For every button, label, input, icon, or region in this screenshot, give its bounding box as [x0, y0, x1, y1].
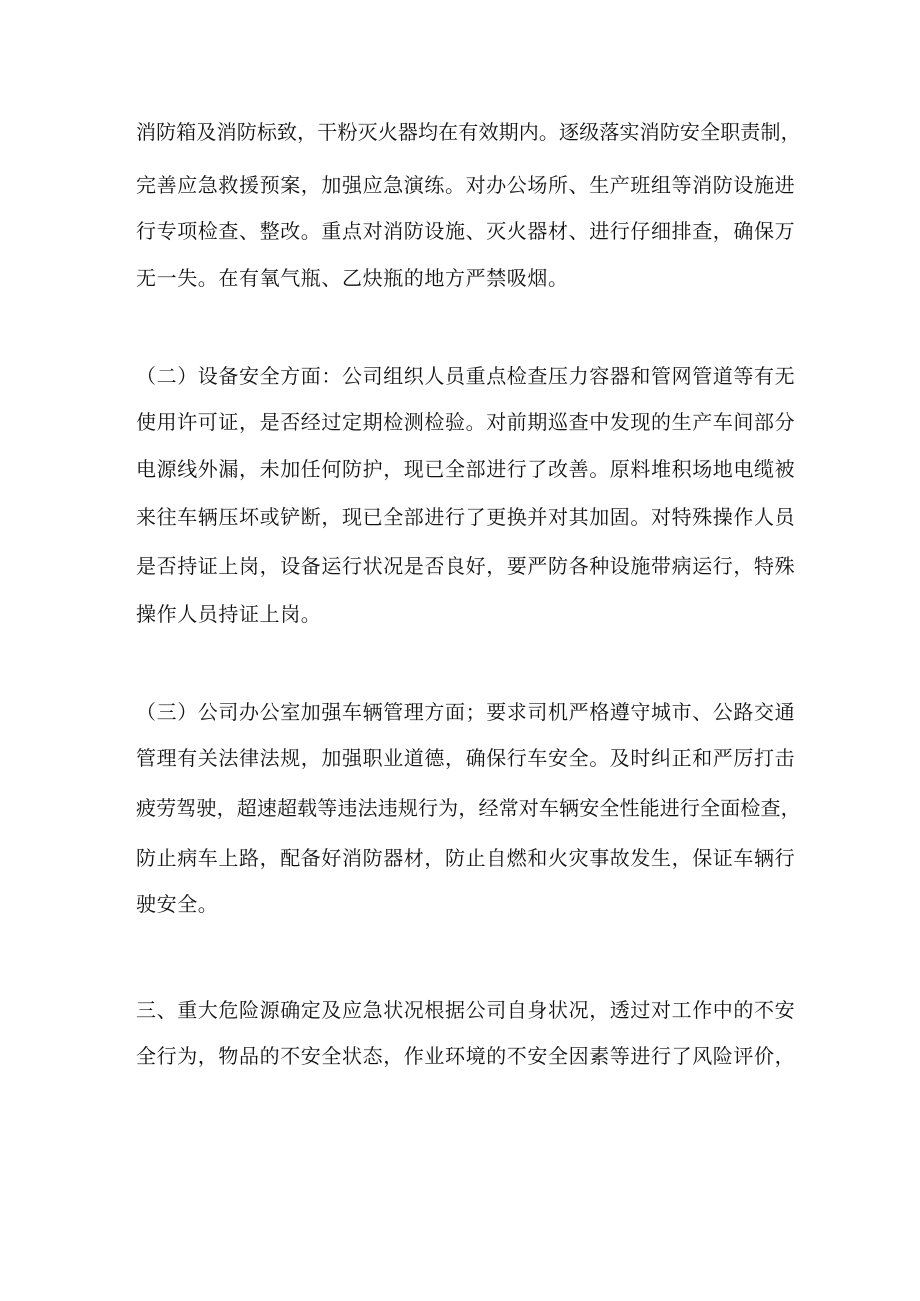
- paragraph-3-line-1: （三）公司办公室加强车辆管理方面；要求司机严格遵守城市、公路交通: [136, 700, 796, 724]
- paragraph-4-line-1: 三、重大危险源确定及应急状况根据公司自身状况，透过对工作中的不安: [136, 998, 796, 1022]
- paragraph-2-line-4: 来往车辆压坏或铲断，现已全部进行了更换并对其加固。对特殊操作人员: [136, 505, 796, 529]
- paragraph-2-line-2: 使用许可证，是否经过定期检测检验。对前期巡查中发现的生产车间部分: [136, 410, 796, 434]
- paragraph-3-line-2: 管理有关法律法规，加强职业道德，确保行车安全。及时纠正和严厉打击: [136, 746, 796, 770]
- paragraph-2-line-1: （二）设备安全方面：公司组织人员重点检查压力容器和管网管道等有无: [136, 364, 796, 388]
- paragraph-4-line-2: 全行为，物品的不安全状态，作业环境的不安全因素等进行了风险评价，: [136, 1044, 796, 1068]
- paragraph-3-line-3: 疲劳驾驶，超速超载等违法违规行为，经常对车辆安全性能进行全面检查，: [136, 796, 801, 820]
- paragraph-3-line-4: 防止病车上路，配备好消防器材，防止自燃和火灾事故发生，保证车辆行: [136, 846, 796, 870]
- paragraph-1-line-3: 行专项检查、整改。重点对消防设施、灭火器材、进行仔细排查，确保万: [136, 219, 796, 243]
- paragraph-3-line-5: 驶安全。: [136, 892, 219, 916]
- paragraph-1-line-4: 无一失。在有氧气瓶、乙炔瓶的地方严禁吸烟。: [136, 266, 569, 290]
- paragraph-2-line-5: 是否持证上岗，设备运行状况是否良好，要严防各种设施带病运行，特殊: [136, 554, 796, 578]
- paragraph-1-line-1: 消防箱及消防标致，干粉灭火器均在有效期内。逐级落实消防安全职责制，: [136, 120, 801, 144]
- paragraph-1-line-2: 完善应急救援预案，加强应急演练。对办公场所、生产班组等消防设施进: [136, 173, 796, 197]
- paragraph-2-line-3: 电源线外漏，未加任何防护，现已全部进行了改善。原料堆积场地电缆被: [136, 457, 796, 481]
- paragraph-2-line-6: 操作人员持证上岗。: [136, 602, 322, 626]
